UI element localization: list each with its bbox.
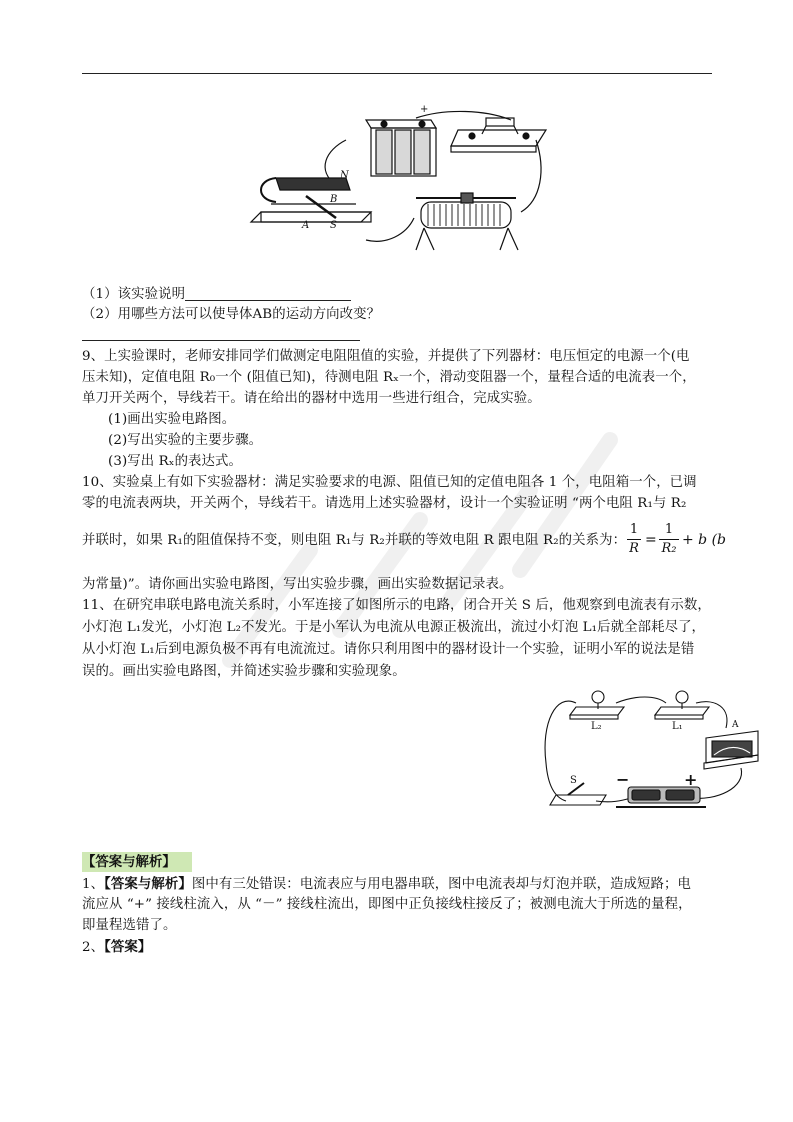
q8-sub2: （2）用哪些方法可以使导体AB的运动方向改变？ xyxy=(82,307,381,322)
q8-sub1 xyxy=(82,285,714,305)
answer1-line3: 即量程选错了。 xyxy=(82,918,177,933)
fig1-plus-label: + xyxy=(420,104,429,115)
answer2-prefix: 2、 xyxy=(82,940,105,955)
formula-den1: R xyxy=(629,541,639,556)
q10-line2: 零的电流表两块，开关两个，导线若干。请选用上述实验器材，设计一个实验证明 “两个电阻 R₁与 R₂ xyxy=(82,496,687,511)
q8-sub1-blank xyxy=(185,286,351,301)
q10-line4: 为常量)”。请你画出实验电路图，写出实验步骤，画出实验数据记录表。 xyxy=(82,577,513,592)
fig1-n-label: N xyxy=(340,170,349,181)
fig2-plus-label: + xyxy=(684,770,698,789)
formula-num1: 1 xyxy=(629,522,639,537)
formula-tail: + b (b xyxy=(682,532,727,548)
formula-den2: R₂ xyxy=(661,541,677,556)
fig1-b-label: B xyxy=(330,194,338,205)
q11-line2: 小灯泡 L₁发光，小灯泡 L₂不发光。于是小军认为电流从电源正极流出，流过小灯泡 L₁后就全部耗尽了， xyxy=(82,620,706,635)
q11-line3: 从小灯泡 L₁后到电源负极不再有电流流过。请你只利用图中的器材设计一个实验，证明小军的说法是错 xyxy=(82,642,695,657)
q9-item1: (1)画出实验电路图。 xyxy=(108,412,236,427)
answer1-prefix: 1、 xyxy=(82,877,105,892)
q8-answer-line xyxy=(82,340,360,341)
q10-line1: 10、实验桌上有如下实验器材：满足实验要求的电源、阻值已知的定值电阻各 1 个，电阻箱一个，已调 xyxy=(82,475,697,490)
q9-item3: (3)写出 Rₓ的表达式。 xyxy=(108,454,243,469)
series-circuit-figure xyxy=(536,683,768,815)
fig1-a-label: A xyxy=(302,220,310,231)
fig1-s-label: S xyxy=(330,220,337,231)
q9-line2: 压未知)，定值电阻 R₀一个 (阻值已知)，待测电阻 Rₓ一个，滑动变阻器一个，量程合适的电流表一个， xyxy=(82,370,696,385)
q10-formula xyxy=(627,520,727,564)
q8-sub1-label: （1）该实验说明 xyxy=(82,287,186,302)
answer2-line xyxy=(82,937,714,958)
fig2-l1-label: L₁ xyxy=(672,721,683,732)
q9-line3: 单刀开关两个，导线若干。请在给出的器材中选用一些进行组合，完成实验。 xyxy=(82,391,541,406)
formula-eq: = xyxy=(645,532,657,548)
apparatus-figure xyxy=(246,100,556,265)
answer1-tag: 【答案与解析】 xyxy=(104,876,192,892)
q11-line1: 11、在研究串联电路电流关系时，小军连接了如图所示的电路，闭合开关 S 后，他观察到电流表有示数， xyxy=(82,598,711,613)
fig2-s-label: S xyxy=(570,775,577,786)
answer2-tag: 【答案】 xyxy=(104,939,152,955)
formula-num2: 1 xyxy=(664,522,674,537)
q11-line4: 误的。画出实验电路图，并简述实验步骤和实验现象。 xyxy=(82,664,406,679)
fig2-a-label: A xyxy=(732,720,739,730)
fig2-minus-label: − xyxy=(616,770,630,789)
fig2-l2-label: L₂ xyxy=(591,721,602,732)
answer1-text1: 图中有三处错误：电流表应与用电器串联，图中电流表却与灯泡并联，造成短路；电 xyxy=(191,877,692,892)
q9-item2: (2)写出实验的主要步骤。 xyxy=(108,433,263,448)
q10-line3: 并联时，如果 R₁的阻值保持不变，则电阻 R₁与 R₂并联的等效电阻 R 跟电阻 R₂的关系为： xyxy=(82,533,627,548)
answers-heading: 【答案与解析】 xyxy=(82,852,192,872)
q9-line1: 9、上实验课时，老师安排同学们做测定电阻阻值的实验，并提供了下列器材：电压恒定的电源一个(电 xyxy=(82,349,690,364)
answer1-line1 xyxy=(82,874,714,895)
header-rule xyxy=(82,73,712,74)
answer1-line2: 流应从 “+” 接线柱流入，从 “－” 接线柱流出，即图中正负接线柱接反了；被测电流大于所选的量程， xyxy=(82,897,692,912)
